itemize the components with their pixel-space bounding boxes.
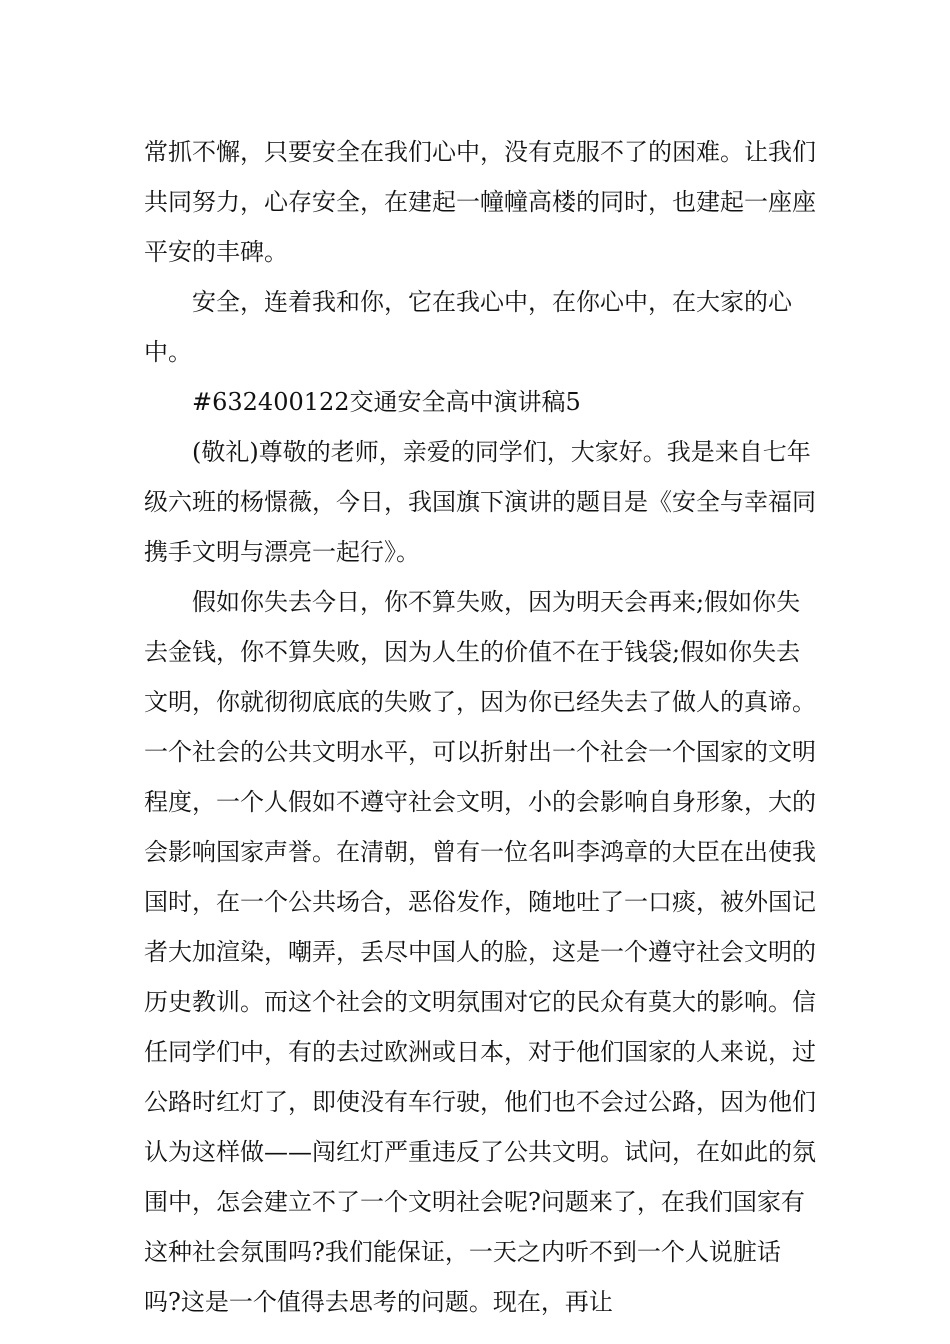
document-body <box>144 127 816 1327</box>
paragraph-4: 假如你失去今日，你不算失败，因为明天会再来;假如你失去金钱，你不算失败，因为人生的价值不在于钱袋;假如你失去文明，你就彻彻底底的失败了，因为你已经失去了做人的真谛。一个社会的公共文明水平，可以折射出一个社会一个国家的文明程度，一个人假如不遵守社会文明，小的会影响自身形象，大的会影响国家声誉。在清朝，曾有一位名叫李鸿章的大臣在出使我国时，在一个公共场合，恶俗发作，随地吐了一口痰，被外国记者大加渲染，嘲弄，丢尽中国人的脸，这是一个遵守社会文明的历史教训。而这个社会的文明氛围对它的民众有莫大的影响。信任同学们中，有的去过欧洲或日本，对于他们国家的人来说，过公路时红灯了，即使没有车行驶，他们也不会过公路，因为他们认为这样做——闯红灯严重违反了公共文明。试问，在如此的氛围中，怎会建立不了一个文明社会呢?问题来了，在我们国家有这种社会氛围吗?我们能保证，一天之内听不到一个人说脏话吗?这是一个值得去思考的问题。现在，再让 <box>144 588 816 1316</box>
paragraph-2: 安全，连着我和你，它在我心中，在你心中，在大家的心中。 <box>144 288 792 366</box>
paragraph-3: (敬礼)尊敬的老师，亲爱的同学们，大家好。我是来自七年级六班的杨憬薇，今日，我国旗下演讲的题目是《安全与幸福同携手文明与漂亮一起行》。 <box>144 438 816 566</box>
paragraph-1: 常抓不懈，只要安全在我们心中，没有克服不了的困难。让我们共同努力，心存安全，在建起一幢幢高楼的同时，也建起一座座平安的丰碑。 <box>144 138 816 266</box>
section-heading: #632400122交通安全高中演讲稿5 <box>192 388 581 416</box>
